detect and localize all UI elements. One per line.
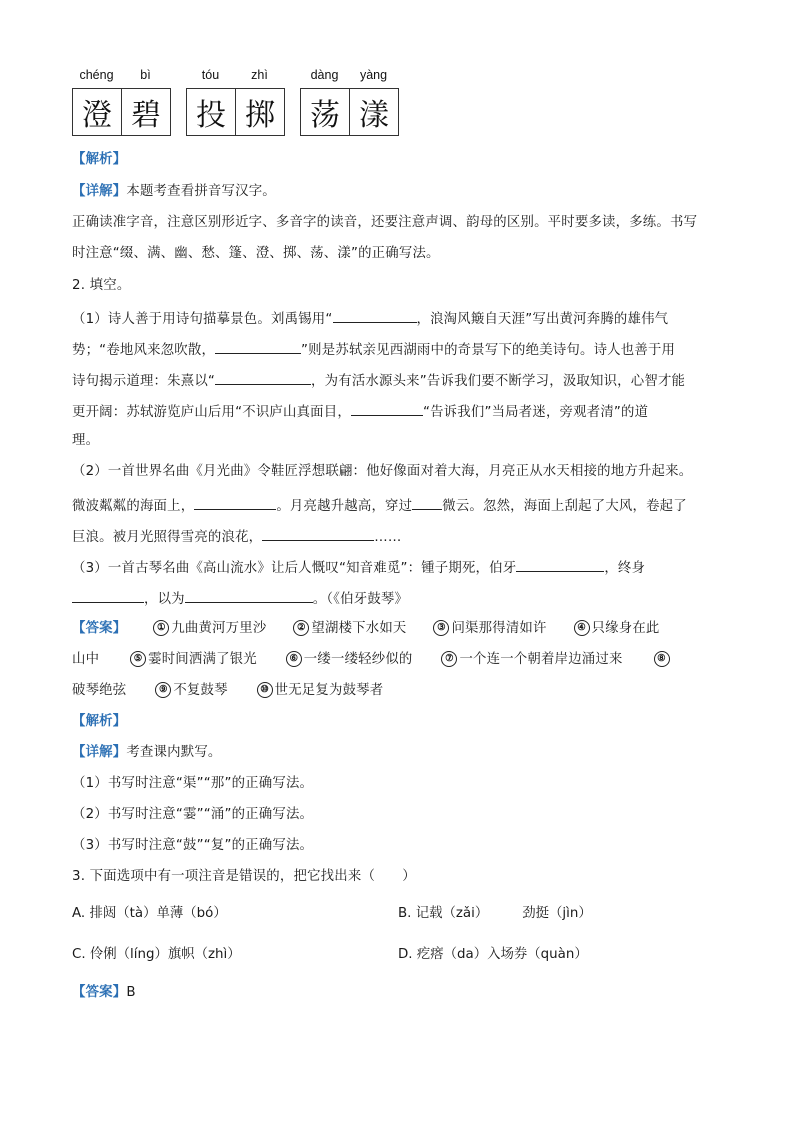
question-text: （2）一首世界名曲《月光曲》令鞋匠浮想联翩：他好像面对着大海，月亮正从水天相接的地方升起来。	[72, 464, 693, 479]
circled-number: ⑨	[155, 682, 171, 698]
analysis-tag: 【解析】	[72, 714, 127, 729]
pinyin-label: yàng	[359, 68, 388, 82]
fill-blank	[72, 587, 144, 603]
circled-number: ①	[153, 620, 169, 636]
pinyin-label: zhì	[251, 68, 268, 82]
body-text: 时注意“缀、满、幽、愁、篷、澄、掷、荡、漾”的正确写法。	[72, 246, 440, 261]
answer-line	[72, 681, 383, 701]
answer-line	[72, 650, 672, 670]
question-text: 理。	[72, 433, 100, 448]
detail-line	[72, 182, 276, 202]
answer-value: B	[126, 985, 136, 1000]
body-text: 正确读准字音，注意区别形近字、多音字的读音，还要注意声调、韵母的区别。平时要多读，多练。书写	[72, 215, 698, 230]
answer-item: 破琴绝弦	[72, 683, 127, 698]
question-text	[72, 307, 668, 330]
question-title: 3. 下面选项中有一项注音是错误的，把它找出来（ ）	[72, 869, 416, 884]
fill-blank	[333, 307, 417, 323]
text-segment: 微云。忽然，海面上刮起了大风，卷起了	[442, 499, 687, 514]
analysis-heading	[72, 150, 126, 170]
note-text: （3）书写时注意“鼓”“复”的正确写法。	[72, 838, 314, 853]
circled-number: ②	[293, 620, 309, 636]
fill-blank	[516, 556, 604, 572]
detail-text: 本题考查看拼音写汉字。	[126, 184, 276, 199]
circled-number: ⑤	[130, 651, 146, 667]
answer-item: 问渠那得清如许	[451, 621, 547, 636]
text-segment: ，为有活水源头来”告诉我们要不断学习，汲取知识，心智才能	[311, 374, 686, 389]
question-title: 2. 填空。	[72, 278, 131, 293]
answer-line	[72, 983, 136, 1003]
char-group	[300, 68, 399, 136]
detail-tag: 【详解】	[72, 745, 127, 760]
answer-item: 一个连一个朝着岸边涌过来	[459, 652, 623, 667]
fill-blank	[185, 587, 313, 603]
question-text	[72, 556, 645, 579]
fill-blank	[194, 494, 276, 510]
text-segment: （1）诗人善于用诗句描摹景色。刘禹锡用“	[72, 312, 333, 327]
answer-item: 望湖楼下水如天	[311, 621, 407, 636]
answer-tag: 【答案】	[72, 985, 127, 1000]
text-segment: ，以为	[144, 592, 185, 607]
text-segment: ，浪淘风簸自天涯”写出黄河奔腾的雄伟气	[416, 312, 669, 327]
text-segment: 更开阔：苏轼游览庐山后用“不识庐山真面目，	[72, 405, 351, 420]
answer-item: 只缘身在此	[591, 621, 660, 636]
note-text: （2）书写时注意“霎”“涌”的正确写法。	[72, 807, 314, 822]
detail-tag: 【详解】	[72, 184, 127, 199]
fill-blank	[262, 525, 374, 541]
text-segment: ……	[374, 530, 402, 545]
option-a: A. 排闼（tà）单薄（bó）	[72, 906, 227, 921]
pinyin-label: chéng	[79, 68, 114, 82]
fill-blank	[412, 494, 442, 510]
pinyin-label: dàng	[310, 68, 339, 82]
note-text: （1）书写时注意“渠”“那”的正确写法。	[72, 776, 314, 791]
answer-item: 不复鼓琴	[173, 683, 228, 698]
circled-number: ⑥	[286, 651, 302, 667]
text-segment: ，终身	[604, 561, 646, 576]
fill-blank	[215, 338, 301, 354]
question-text	[72, 587, 408, 610]
question-text	[72, 369, 685, 392]
text-segment: 劲挺（jìn）	[522, 906, 592, 921]
pinyin-label: bì	[140, 68, 151, 82]
analysis-tag: 【解析】	[72, 152, 127, 167]
char-grid	[72, 68, 399, 136]
char-cell: 澄	[73, 89, 122, 135]
circled-number: ④	[574, 620, 590, 636]
text-segment: B. 记载（zǎi）	[398, 906, 489, 921]
char-cell: 投	[187, 89, 236, 135]
option-d: D. 疙瘩（da）入场券（quàn）	[398, 947, 588, 962]
char-group	[72, 68, 171, 136]
text-segment: （3）一首古琴名曲《高山流水》让后人慨叹“知音难觅”：锺子期死，伯牙	[72, 561, 517, 576]
text-segment: 巨浪。被月光照得雪亮的浪花，	[72, 530, 263, 545]
text-segment: 。（《伯牙鼓琴》	[312, 592, 409, 607]
answer-line	[72, 619, 660, 639]
char-cell: 碧	[131, 98, 161, 133]
detail-line	[72, 743, 222, 763]
circled-number: ⑦	[441, 651, 457, 667]
text-segment: 。月亮越升越高，穿过	[276, 499, 413, 514]
text-segment: 势；“卷地风来忽吹散，	[72, 343, 216, 358]
question-text	[72, 494, 687, 517]
answer-item: 世无足复为鼓琴者	[274, 683, 384, 698]
detail-text: 考查课内默写。	[126, 745, 222, 760]
question-text	[72, 525, 401, 548]
char-cell: 掷	[245, 98, 275, 133]
answer-item: 山中	[72, 652, 100, 667]
circled-number: ⑧	[654, 651, 670, 667]
answer-item: 九曲黄河万里沙	[171, 621, 267, 636]
option-c: C. 伶俐（líng）旗帜（zhì）	[72, 947, 241, 962]
fill-blank	[215, 369, 311, 385]
question-text	[72, 400, 648, 423]
pinyin-label: tóu	[201, 68, 220, 82]
answer-tag: 【答案】	[72, 621, 127, 636]
text-segment: 诗句揭示道理：朱熹以“	[72, 374, 216, 389]
text-segment: 微波粼粼的海面上，	[72, 499, 195, 514]
option-b	[398, 904, 592, 924]
circled-number: ③	[433, 620, 449, 636]
char-cell: 荡	[301, 89, 350, 135]
question-text	[72, 338, 675, 361]
char-group	[186, 68, 285, 136]
answer-item: 一缕一缕轻纱似的	[303, 652, 413, 667]
text-segment: “告诉我们”当局者迷，旁观者清”的道	[422, 405, 649, 420]
char-cell: 漾	[359, 98, 389, 133]
analysis-heading	[72, 712, 126, 732]
answer-item: 霎时间洒满了银光	[148, 652, 257, 667]
fill-blank	[351, 400, 423, 416]
text-segment: ”则是苏轼亲见西湖雨中的奇景写下的绝美诗句。诗人也善于用	[301, 343, 676, 358]
circled-number: ⑩	[257, 682, 273, 698]
